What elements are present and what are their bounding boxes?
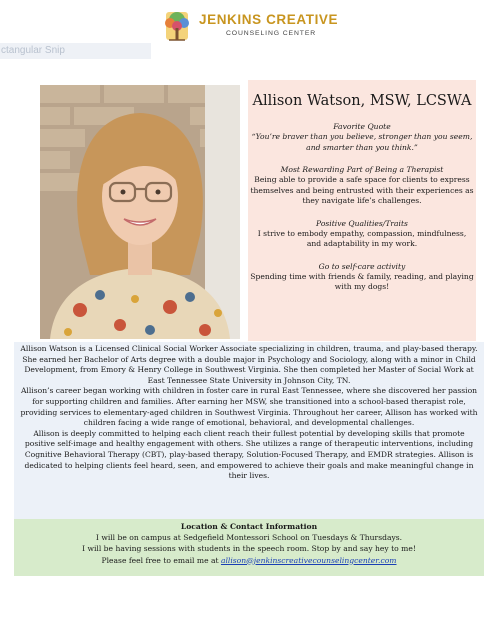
section-body-rewarding: Being able to provide a safe space for clients to express themselves and being entrusted with their experiences as they navigate life’s challenges. — [250, 175, 474, 205]
section-body-self-care: Spending time with friends & family, reading, and playing with my dogs! — [250, 271, 474, 291]
section-heading-rewarding: Most Rewarding Part of Being a Therapist — [280, 165, 444, 174]
bio-paragraph: Allison’s career began working with children in foster care in rural East Tennessee, where she discovered her passion for supporting children and families. After earning her MSW, she transitioned into a school-based therapist role, providing services to elementary-aged children in Southwest Virginia. Throughout her career, Allison has worked with children facing a wide range of emotional, behavioral, and developmental challenges. — [20, 386, 478, 428]
biography-panel — [14, 342, 484, 519]
bio-paragraph: Allison Watson is a Licensed Clinical Social Worker Associate specializing in children, trauma, and play-based therapy. She earned her Bachelor of Arts degree with a double major in Psychology and Sociology, along with a minor in Child Development, from Emory & Henry College in Southwest Virginia. She then completed her Master of Social Work at East Tennessee State University in Johnson City, TN. — [20, 344, 478, 385]
contact-heading: Location & Contact Information — [180, 522, 318, 531]
brand-name: JENKINS CREATIVE — [199, 12, 339, 27]
email-prefix: Please feel free to email me at — [101, 555, 221, 565]
contact-line-sessions: I will be having sessions with students in the speech room. Stop by and say hey to me! — [82, 544, 416, 554]
profile-photo — [40, 85, 240, 339]
bio-paragraph: Allison is deeply committed to helping each client reach their fullest potential by developing skills that promote positive self-image and healthy engagement with others. She utilizes a range of therapeutic interventions, including Cognitive Behavioral Therapy (CBT), play-based therapy, Solution-Focused Therapy, and EMDR strategies. Allison is dedicated to helping clients feel heard, seen, and empowered to achieve their goals and make meaningful change in their lives. — [24, 428, 474, 481]
contact-line-campus: I will be on campus at Sedgefield Montessori School on Tuesdays & Thursdays. — [95, 533, 403, 543]
section-heading-self-care: Go to self-care activity — [318, 261, 406, 271]
section-heading-traits: Positive Qualities/Traits — [316, 218, 408, 228]
therapist-name: Allison Watson, MSW, LCSWA — [252, 93, 472, 109]
contact-line-email — [14, 555, 484, 566]
contact-panel — [14, 519, 484, 576]
snip-overlay-text: ctangular Snip — [0, 43, 151, 59]
section-body-quote: “You’re braver than you believe, stronger than you seem, and smarter than you think.” — [251, 132, 473, 152]
section-body-traits: I strive to embody empathy, compassion, mindfulness, and adaptability in my work. — [257, 228, 467, 248]
email-link[interactable]: allison@jenkinscreativecounselingcenter.com — [220, 555, 397, 565]
profile-panel — [248, 80, 476, 341]
brand-subtitle: COUNSELING CENTER — [226, 30, 317, 37]
tree-logo-icon — [157, 6, 197, 46]
section-heading-quote: Favorite Quote — [333, 122, 391, 131]
